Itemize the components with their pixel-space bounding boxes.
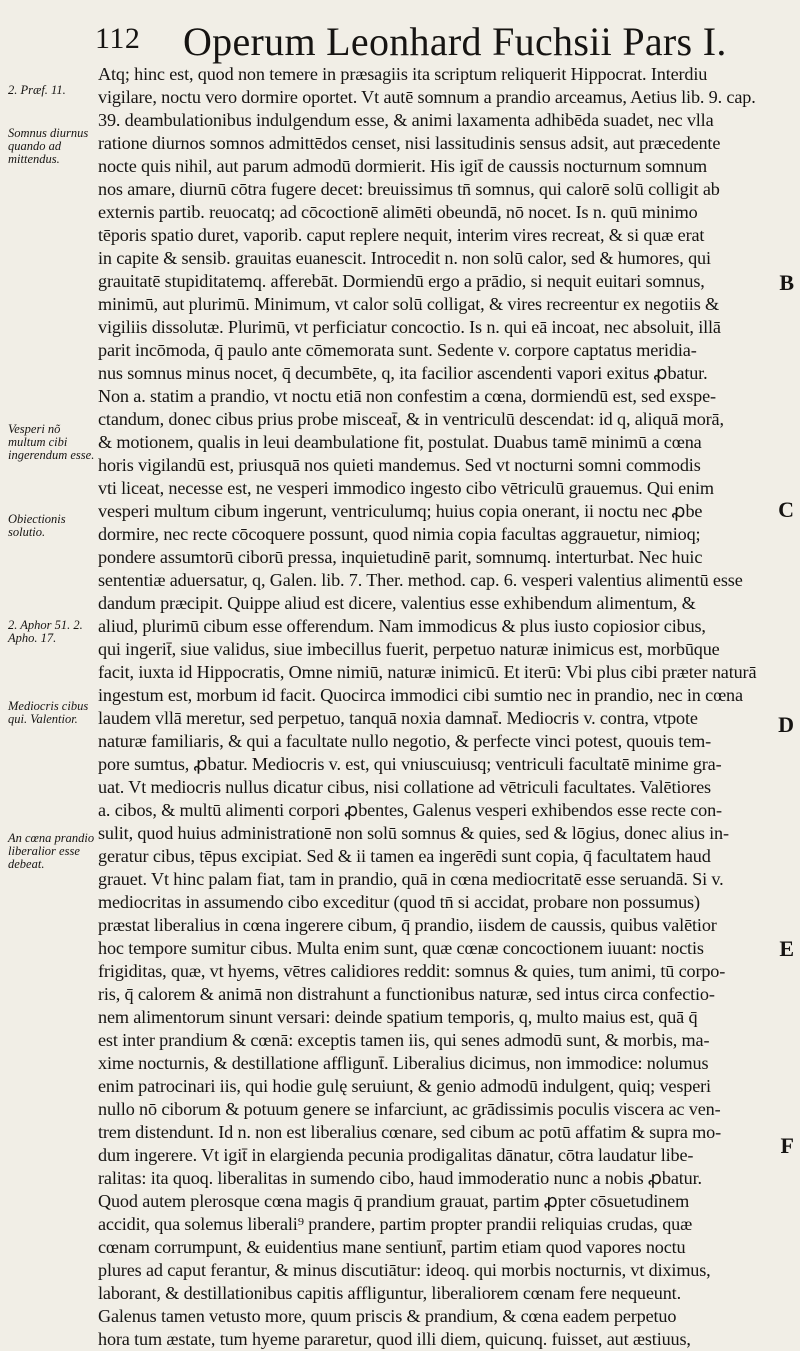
margin-note: Somnus diurnus quando ad mittendus. [8, 126, 89, 166]
text-line: parit incōmoda, q̄ paulo ante cōmemorata sunt. Sedente v. corpore captatus meridia- [98, 340, 697, 360]
text-line: minimū, aut plurimū. Minimum, vt calor solū colligat, & vires recreentur ex negotiis & [98, 294, 720, 314]
margin-note: Mediocris cibus qui. Valentior. [8, 699, 89, 726]
text-line: facit, iuxta id Hippocratis, Omne nimiū, naturæ inimicū. Et iterū: Vbi plus cibi præter naturā [98, 662, 757, 682]
text-line: vigiliis dissolutæ. Plurimū, vt perficiatur concoctio. Is n. qui eā incoat, nec absoluit, illā [98, 317, 721, 337]
margin-note: Vesperi nõ multum cibi ingerendum esse. [8, 422, 95, 462]
text-line: pondere assumtorū ciborū pressa, inquietudinē parit, somnumq. interturbat. Nec huic [98, 547, 703, 567]
text-line: ris, q̄ calorem & animā non distrahunt a functionibus naturæ, sed intus circa confectio- [98, 984, 715, 1004]
text-line: hoc tempore sumitur cibus. Multa enim sunt, quæ cœnæ concoctionem iuuant: noctis [98, 938, 704, 958]
text-line: plures ad caput ferantur, & minus discutiātur: ideoq. qui morbis nocturnis, vt diximus, [98, 1260, 711, 1280]
text-line: tēporis spatio duret, vaporib. caput replere nequit, interim vires recreat, & si quæ erat [98, 225, 705, 245]
text-line: nem alimentorum sinunt versari: deinde spatium temporis, q, multo maius est, quā q̄ [98, 1007, 698, 1027]
running-title: Operum Leonhard Fuchsii Pars I. [183, 19, 727, 64]
signature-mark: C [778, 497, 794, 522]
text-line: grauet. Vt hinc palam fiat, tam in prandio, quā in cœna mediocritatē esse seruandā. Si v. [98, 869, 724, 889]
text-line: laudem vllā meretur, sed perpetuo, tanquā noxia damnat̄. Mediocris v. contra, vtpote [98, 708, 698, 728]
text-line: qui ingerit̄, siue validus, siue imbecillus fuerit, perpetuo naturæ inimicus est, morbūque [98, 639, 720, 659]
text-line: nullo nō ciborum & potuum genere se infarciunt, ac grādissimis poculis viscera ac ven- [98, 1099, 721, 1119]
text-line: naturæ familiaris, & qui a facultate nullo negotio, & perfecte vinci potest, quouis tem- [98, 731, 712, 751]
text-line: Non a. statim a prandio, vt noctu etiā non confestim a cœna, dormiendū est, sed exspe- [98, 386, 716, 406]
text-line: & motionem, qualis in leui deambulatione fit, postulat. Duabus tamē minimū a cœna [98, 432, 702, 452]
signature-mark: F [780, 1133, 794, 1158]
text-line: ctandum, donec cibus prius probe misceat̄, & in ventriculū descendat: id q, aliquā morā, [98, 409, 724, 429]
text-line: uat. Vt mediocris nullus dicatur cibus, nisi collatione ad vētriculi facultates. Valētiores [98, 777, 711, 797]
text-line: enim patrocinari iis, qui hodie gulę seruiunt, & genio admodū indulgent, quiq; vesperi [98, 1076, 711, 1096]
text-line: Galenus tamen vetusto more, quum priscis & prandium, & cœna eadem perpetuo [98, 1306, 677, 1326]
text-line: in capite & sensib. grauitas euanescit. Introcedit n. non solū calor, sed & humores, qui [98, 248, 711, 268]
text-line: mediocritas in assumendo cibo exceditur (quod tn̄ si accidat, probare non possumus) [98, 892, 700, 912]
text-line: nocte quis nihil, aut parum admodū dormierit. His igit̄ de caussis nocturnum somnum [98, 156, 708, 176]
text-line: Atq; hinc est, quod non temere in præsagiis ita scriptum reliquerit Hippocrat. Interdiu [98, 64, 708, 84]
signature-mark: B [779, 270, 794, 295]
body-text [98, 63, 788, 1351]
text-line: ralitas: ita quoq. liberalitas in sumendo cibo, haud immoderatio nunc a nobis ꝓbatur. [98, 1168, 702, 1188]
text-line: sulit, quod huius administrationē non solū somnus & quies, sed & lōgius, donec alius in- [98, 823, 729, 843]
text-line: ingestum est, morbum id facit. Quocirca immodici cibi sumtio nec in prandio, nec in cœna [98, 685, 743, 705]
text-line: est inter prandium & cœnā: exceptis tamen iis, qui senes admodū sunt, & morbis, ma- [98, 1030, 710, 1050]
text-line: dum ingerere. Vt igit̄ in elargienda pecunia prodigalitas dānatur, cōtra laudatur libe- [98, 1145, 694, 1165]
page-number: 112 [95, 22, 141, 55]
text-line: xime nocturnis, & destillatione affligunt̄. Liberalius dicimus, non immodice: nolumus [98, 1053, 709, 1073]
margin-note: An cœna prandio liberalior esse debeat. [8, 831, 95, 871]
text-line: vesperi multum cibum ingerunt, ventriculumq; huius copia onerant, ii noctu nec ꝓbe [98, 501, 703, 521]
text-line: laborant, & destillationibus capitis affliguntur, liberaliorem cœnam fere nequeunt. [98, 1283, 681, 1303]
text-line: præstat liberalius in cœna ingerere cibum, q̄ prandio, iisdem de caussis, quibus valētior [98, 915, 717, 935]
text-line: hora tum æstate, tum hyeme pararetur, quod illi diem, quicunq. fuisset, aut æstiuus, [98, 1329, 691, 1349]
signature-mark: D [778, 712, 794, 737]
text-line: vti liceat, necesse est, ne vesperi immodico ingesto cibo vētriculū grauemus. Qui enim [98, 478, 714, 498]
text-line: externis partib. reuocatq; ad cōcoctionē alimēti obeundā, nō nocet. Is n. quū minimo [98, 202, 698, 222]
text-line: Quod autem plerosque cœna magis q̄ prandium grauat, partim ꝓpter cōsuetudinem [98, 1191, 690, 1211]
text-line: cœnam corrumpunt, & euidentius mane sentiunt̄, partim etiam quod vapores noctu [98, 1237, 686, 1257]
text-line: nus somnus minus nocet, q̄ decumbēte, q, ita facilior ascendenti vapori exitus ꝓbatur. [98, 363, 708, 383]
signature-mark: E [779, 936, 794, 961]
text-line: nos amare, diurnū cōtra fugere decet: breuissimus tn̄ somnus, qui calorē solū colligit ab [98, 179, 720, 199]
text-line: accidit, qua solemus liberali⁹ prandere, partim propter prandii reliquias crudas, quæ [98, 1214, 693, 1234]
text-line: horis vigilandū est, priusquā nos quieti mandemus. Sed vt nocturni somni commodis [98, 455, 701, 475]
text-line: sententiæ aduersatur, q, Galen. lib. 7. Ther. method. cap. 6. vesperi valentius alimentū esse [98, 570, 743, 590]
text-line: frigiditas, quæ, vt hyems, vētres calidiores reddit: somnus & quies, tum animi, tū corpo- [98, 961, 726, 981]
text-line: pore sumtus, ꝓbatur. Mediocris v. est, qui vniuscuiusq; ventriculi facultatē minime gra- [98, 754, 722, 774]
text-line: trem distendunt. Id n. non est liberalius cœnare, sed cibum ac potū affatim & supra mo- [98, 1122, 722, 1142]
margin-note: 2. Præf. 11. [8, 83, 66, 97]
margin-note: 2. Aphor 51. 2. Apho. 17. [8, 618, 83, 645]
text-line: grauitatē stupiditatemq. afferebāt. Dormiendū ergo a prādio, si nequit euitari somnus, [98, 271, 705, 291]
text-line: dormire, nec recte cōcoquere possunt, quod nimia copia facultas aggrauetur, nimioq; [98, 524, 701, 544]
text-line: 39. deambulationibus indulgendum esse, & animi laxamenta adhibēda suadet, nec vlla [98, 110, 714, 130]
text-line: dandum præcipit. Quippe aliud est dicere, valentius esse exhibendum alimentum, & [98, 593, 696, 613]
text-line: ratione diurnos somnos admittēdos censet, nisi lassitudinis sensus adsit, aut præcedente [98, 133, 721, 153]
text-line: vigilare, noctu vero dormire oportet. Vt autē somnum a prandio arceamus, Aetius lib. 9. cap. [98, 87, 756, 107]
margin-note: Obiectionis solutio. [8, 512, 66, 539]
text-line: a. cibos, & multū alimenti corpori ꝓbentes, Galenus vesperi exhibendos esse recte con- [98, 800, 722, 820]
text-line: aliud, plurimū cibum esse offerendum. Nam immodicus & plus iusto copiosior cibus, [98, 616, 706, 636]
text-line: geratur cibus, tēpus excipiat. Sed & ii tamen ea ingerēdi sunt copia, q̄ facultatem haud [98, 846, 711, 866]
